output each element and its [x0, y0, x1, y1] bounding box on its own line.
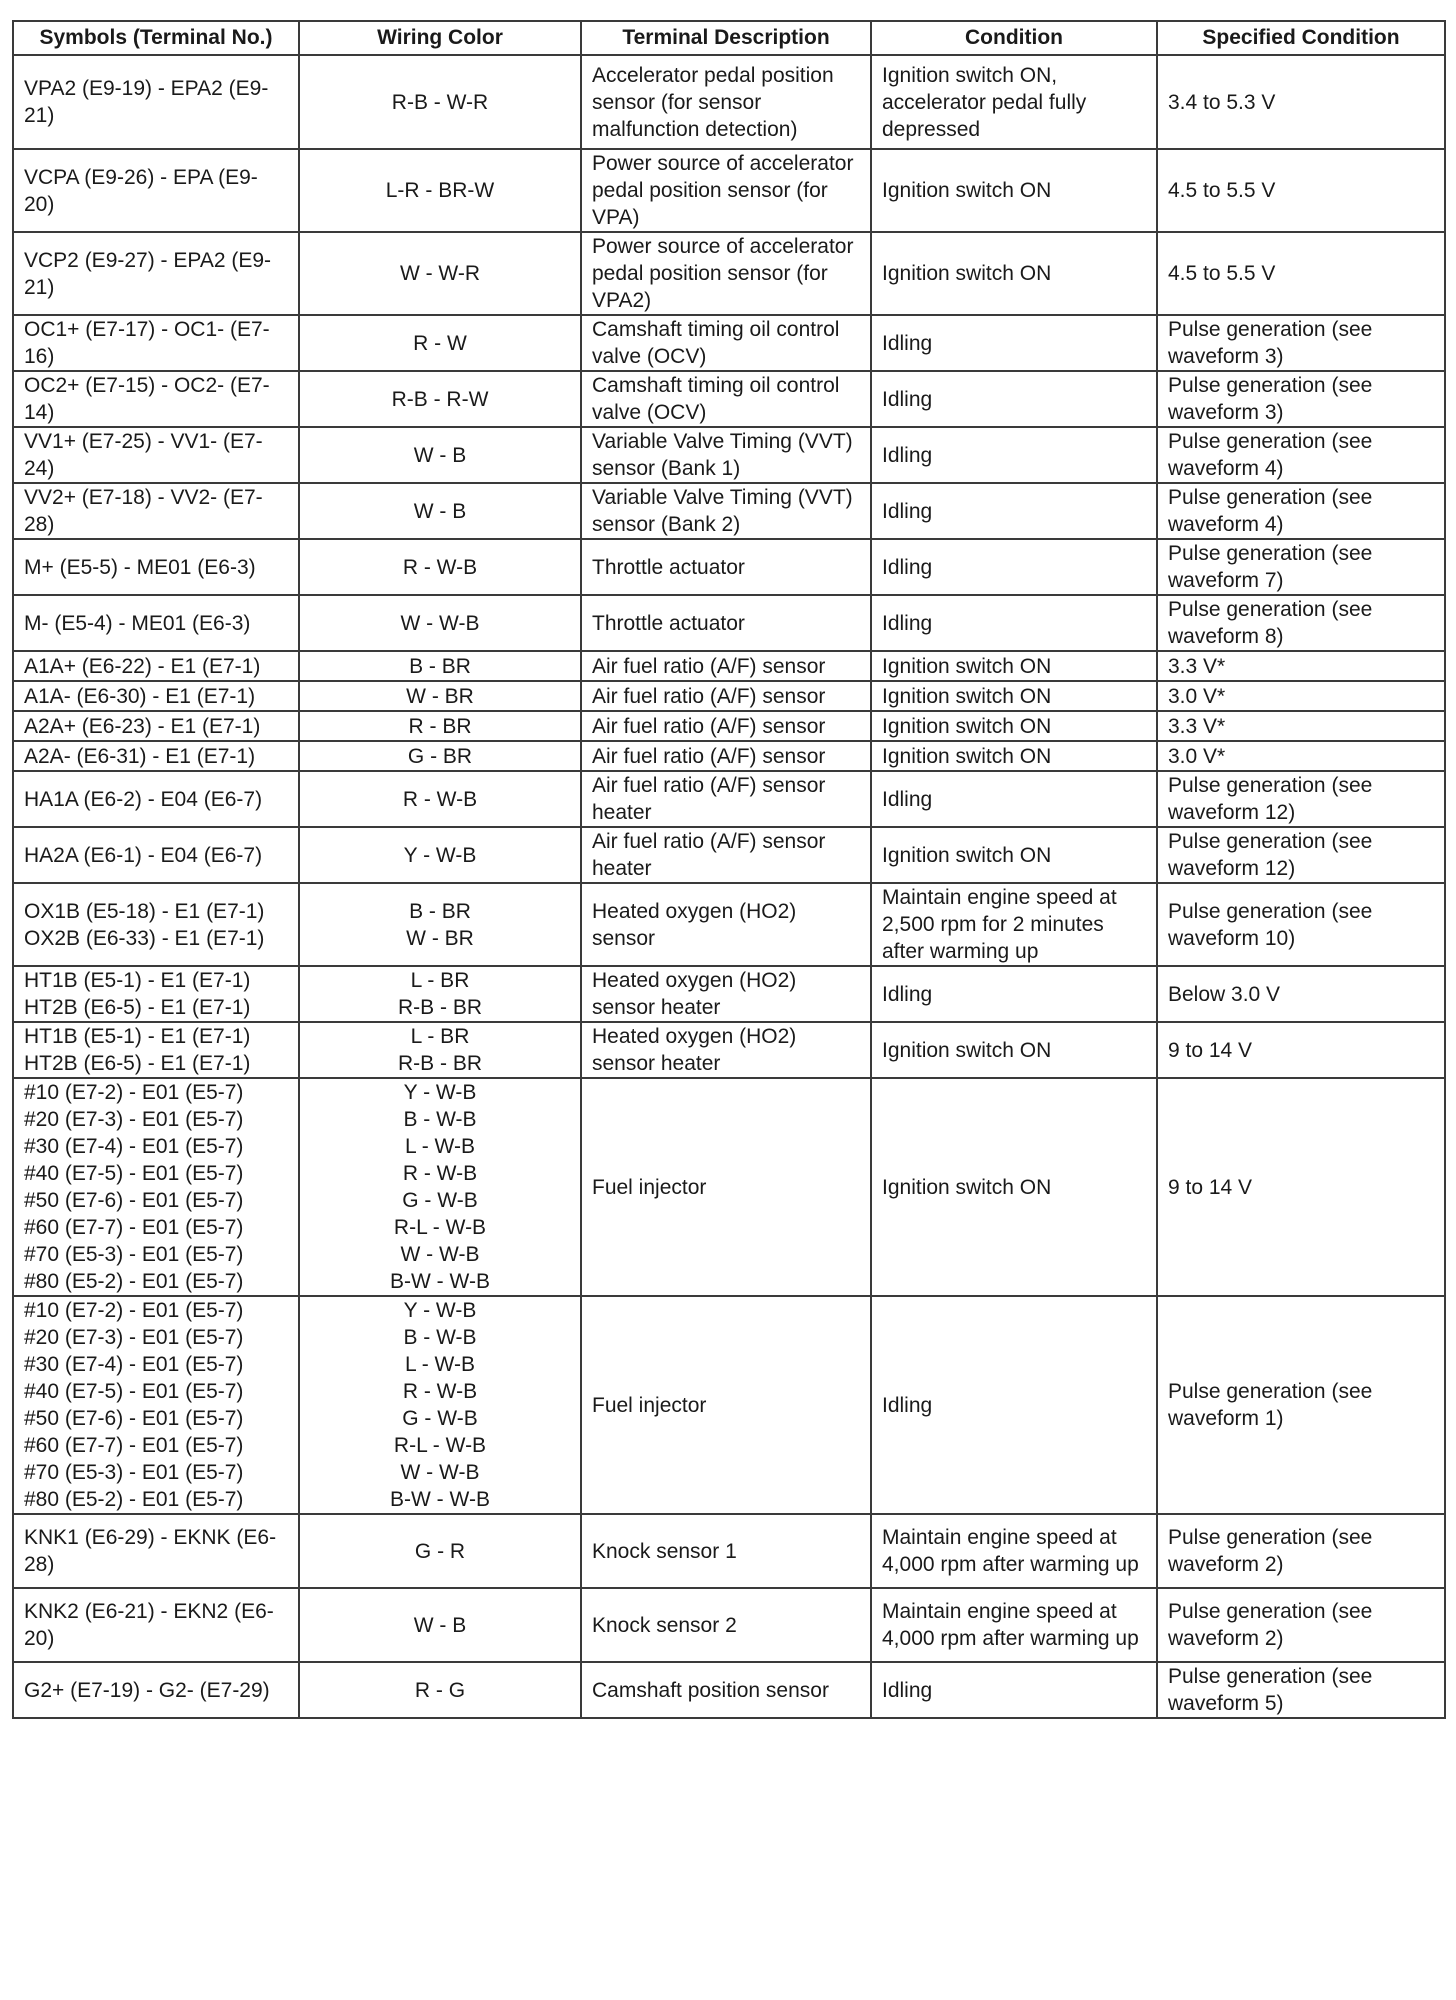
specified-condition-cell	[1157, 771, 1445, 827]
wiring-color-cell	[299, 1588, 581, 1662]
description-text: Air fuel ratio (A/F) sensor heater	[592, 830, 826, 880]
wiring-color-text: B-W - W-B	[390, 1488, 490, 1511]
symbol-text: #10 (E7-2) - E01 (E5-7)	[24, 1081, 244, 1104]
condition-cell	[871, 55, 1157, 149]
symbol-text: VCP2 (E9-27) - EPA2 (E9-21)	[24, 248, 272, 299]
specified-condition-cell	[1157, 315, 1445, 371]
condition-cell	[871, 539, 1157, 595]
header-row	[13, 21, 1445, 55]
symbol-cell	[13, 966, 299, 1022]
wiring-color-cell	[299, 1296, 581, 1514]
specified-condition-text: Pulse generation (see waveform 8)	[1168, 598, 1373, 648]
condition-cell	[871, 827, 1157, 883]
symbol-cell	[13, 1588, 299, 1662]
table-row	[13, 55, 1445, 149]
table-row	[13, 427, 1445, 483]
specified-condition-cell	[1157, 149, 1445, 232]
description-cell	[581, 651, 871, 681]
symbol-cell	[13, 681, 299, 711]
condition-text: Idling	[882, 787, 933, 811]
description-text: Camshaft position sensor	[592, 1678, 829, 1702]
specified-condition-text: Pulse generation (see waveform 7)	[1168, 542, 1373, 592]
specified-condition-cell	[1157, 711, 1445, 741]
wiring-color-cell	[299, 966, 581, 1022]
condition-text: Idling	[882, 1678, 933, 1702]
specified-condition-text: 4.5 to 5.5 V	[1168, 262, 1276, 285]
symbol-text: HT1B (E5-1) - E1 (E7-1)	[24, 969, 251, 992]
specified-condition-cell	[1157, 1296, 1445, 1514]
description-text: Power source of accelerator pedal position sensor (for VPA)	[592, 152, 854, 229]
symbol-text: OX1B (E5-18) - E1 (E7-1)	[24, 899, 265, 923]
wiring-color-cell	[299, 651, 581, 681]
description-cell	[581, 1022, 871, 1078]
symbol-cell	[13, 771, 299, 827]
condition-text: Ignition switch ON	[882, 262, 1052, 285]
condition-text: Ignition switch ON	[882, 179, 1052, 202]
wiring-color-text: G - R	[414, 1539, 466, 1563]
table-row	[13, 1588, 1445, 1662]
specified-condition-text: 3.0 V*	[1168, 684, 1226, 708]
specified-condition-cell	[1157, 55, 1445, 149]
specified-condition-cell	[1157, 1078, 1445, 1296]
wiring-color-text: B - W-B	[403, 1108, 477, 1131]
symbol-cell	[13, 371, 299, 427]
wiring-color-cell	[299, 741, 581, 771]
symbol-text: VV1+ (E7-25) - VV1- (E7-24)	[24, 430, 263, 480]
wiring-color-cell	[299, 1078, 581, 1296]
specified-condition-text: 3.0 V*	[1168, 744, 1226, 768]
condition-cell	[871, 681, 1157, 711]
symbol-text: KNK1 (E6-29) - EKNK (E6-28)	[24, 1526, 277, 1576]
wiring-color-text: W - W-B	[400, 1461, 480, 1484]
symbol-cell	[13, 1296, 299, 1514]
wiring-color-text: R-B - BR	[398, 1052, 482, 1075]
wiring-color-text: G - W-B	[402, 1407, 478, 1430]
symbol-cell	[13, 55, 299, 149]
specified-condition-text: Pulse generation (see waveform 3)	[1168, 374, 1373, 424]
table-row	[13, 681, 1445, 711]
header-wiring-color: Wiring Color	[299, 21, 581, 55]
wiring-color-text: W - BR	[406, 684, 474, 708]
symbol-cell	[13, 1078, 299, 1296]
table-row	[13, 232, 1445, 315]
specified-condition-cell	[1157, 1588, 1445, 1662]
description-cell	[581, 55, 871, 149]
condition-text: Idling	[882, 1393, 933, 1417]
condition-cell	[871, 1078, 1157, 1296]
description-cell	[581, 771, 871, 827]
terminal-spec-table	[12, 20, 1446, 1719]
condition-text: Maintain engine speed at 2,500 rpm for 2 minutes after warming up	[882, 886, 1117, 963]
table-row	[13, 539, 1445, 595]
description-text: Air fuel ratio (A/F) sensor	[592, 714, 826, 738]
symbol-text: OC2+ (E7-15) - OC2- (E7-14)	[24, 374, 270, 424]
condition-text: Idling	[882, 982, 933, 1006]
table-row	[13, 595, 1445, 651]
specified-condition-text: Pulse generation (see waveform 2)	[1168, 1600, 1373, 1650]
header-terminal-description: Terminal Description	[581, 21, 871, 55]
description-text: Air fuel ratio (A/F) sensor	[592, 744, 826, 768]
wiring-color-text: L - BR	[410, 969, 470, 992]
wiring-color-text: R - G	[414, 1678, 466, 1702]
condition-text: Ignition switch ON	[882, 1175, 1052, 1199]
condition-cell	[871, 741, 1157, 771]
wiring-color-text: W - B	[413, 499, 467, 523]
symbol-text: #60 (E7-7) - E01 (E5-7)	[24, 1434, 244, 1457]
specified-condition-text: 9 to 14 V	[1168, 1175, 1253, 1199]
wiring-color-text: R - BR	[408, 714, 472, 738]
symbol-text: A1A- (E6-30) - E1 (E7-1)	[24, 684, 256, 708]
wiring-color-text: R - W-B	[402, 787, 478, 811]
condition-text: Idling	[882, 387, 933, 411]
description-text: Heated oxygen (HO2) sensor heater	[592, 1025, 797, 1075]
table-row	[13, 1296, 1445, 1514]
symbol-cell	[13, 827, 299, 883]
table-row	[13, 711, 1445, 741]
symbol-text: #40 (E7-5) - E01 (E5-7)	[24, 1162, 244, 1185]
wiring-color-text: L - BR	[410, 1025, 470, 1048]
symbol-text: #40 (E7-5) - E01 (E5-7)	[24, 1380, 244, 1403]
table-row	[13, 741, 1445, 771]
condition-cell	[871, 1588, 1157, 1662]
specified-condition-text: 9 to 14 V	[1168, 1038, 1253, 1062]
wiring-color-cell	[299, 681, 581, 711]
condition-text: Idling	[882, 499, 933, 523]
description-cell	[581, 1588, 871, 1662]
description-text: Fuel injector	[592, 1393, 707, 1417]
wiring-color-text: R - W	[413, 331, 467, 355]
condition-cell	[871, 651, 1157, 681]
specified-condition-cell	[1157, 681, 1445, 711]
symbol-cell	[13, 483, 299, 539]
symbol-text: OC1+ (E7-17) - OC1- (E7-16)	[24, 318, 270, 368]
symbol-text: A2A+ (E6-23) - E1 (E7-1)	[24, 714, 261, 738]
condition-text: Ignition switch ON	[882, 1038, 1052, 1062]
description-text: Throttle actuator	[592, 611, 745, 635]
condition-text: Ignition switch ON	[882, 843, 1052, 867]
wiring-color-text: L-R - BR-W	[385, 179, 495, 202]
symbol-text: OX2B (E6-33) - E1 (E7-1)	[24, 926, 265, 950]
description-text: Variable Valve Timing (VVT) sensor (Bank 1)	[592, 430, 853, 480]
wiring-color-text: R-B - W-R	[391, 90, 489, 114]
specified-condition-text: 4.5 to 5.5 V	[1168, 179, 1276, 202]
terminal-spec-sheet	[12, 20, 1444, 1719]
wiring-color-cell	[299, 1514, 581, 1588]
description-cell	[581, 232, 871, 315]
description-text: Heated oxygen (HO2) sensor heater	[592, 969, 797, 1019]
description-cell	[581, 966, 871, 1022]
condition-text: Idling	[882, 443, 933, 467]
description-cell	[581, 427, 871, 483]
symbol-text: #30 (E7-4) - E01 (E5-7)	[24, 1353, 244, 1376]
condition-cell	[871, 771, 1157, 827]
description-text: Knock sensor 1	[592, 1539, 737, 1563]
symbol-cell	[13, 1514, 299, 1588]
symbol-text: #10 (E7-2) - E01 (E5-7)	[24, 1299, 244, 1322]
condition-text: Ignition switch ON	[882, 744, 1052, 768]
symbol-cell	[13, 427, 299, 483]
wiring-color-cell	[299, 1022, 581, 1078]
table-row	[13, 315, 1445, 371]
symbol-text: #50 (E7-6) - E01 (E5-7)	[24, 1407, 244, 1430]
specified-condition-cell	[1157, 595, 1445, 651]
description-text: Air fuel ratio (A/F) sensor	[592, 684, 826, 708]
specified-condition-text: Pulse generation (see waveform 12)	[1168, 830, 1373, 880]
wiring-color-cell	[299, 595, 581, 651]
wiring-color-cell	[299, 539, 581, 595]
specified-condition-cell	[1157, 232, 1445, 315]
wiring-color-cell	[299, 771, 581, 827]
table-row	[13, 371, 1445, 427]
wiring-color-cell	[299, 483, 581, 539]
condition-cell	[871, 315, 1157, 371]
wiring-color-cell	[299, 883, 581, 966]
symbol-text: #70 (E5-3) - E01 (E5-7)	[24, 1243, 244, 1266]
wiring-color-text: W - BR	[406, 926, 474, 950]
symbol-text: #30 (E7-4) - E01 (E5-7)	[24, 1135, 244, 1158]
wiring-color-text: L - W-B	[404, 1353, 475, 1376]
description-cell	[581, 1514, 871, 1588]
wiring-color-text: Y - W-B	[403, 843, 477, 867]
condition-text: Maintain engine speed at 4,000 rpm after warming up	[882, 1600, 1139, 1650]
specified-condition-text: Below 3.0 V	[1168, 982, 1281, 1006]
specified-condition-cell	[1157, 741, 1445, 771]
condition-text: Ignition switch ON	[882, 684, 1052, 708]
description-cell	[581, 711, 871, 741]
specified-condition-text: Pulse generation (see waveform 10)	[1168, 899, 1373, 950]
specified-condition-text: Pulse generation (see waveform 3)	[1168, 318, 1373, 368]
wiring-color-text: R-L - W-B	[393, 1216, 487, 1239]
wiring-color-text: G - BR	[407, 744, 473, 768]
symbol-cell	[13, 149, 299, 232]
specified-condition-cell	[1157, 371, 1445, 427]
specified-condition-cell	[1157, 539, 1445, 595]
wiring-color-cell	[299, 315, 581, 371]
symbol-text: #60 (E7-7) - E01 (E5-7)	[24, 1216, 244, 1239]
condition-text: Idling	[882, 555, 933, 579]
wiring-color-cell	[299, 55, 581, 149]
wiring-color-cell	[299, 232, 581, 315]
symbol-text: #50 (E7-6) - E01 (E5-7)	[24, 1189, 244, 1212]
wiring-color-text: G - W-B	[402, 1189, 478, 1212]
wiring-color-cell	[299, 371, 581, 427]
table-row	[13, 771, 1445, 827]
table-row	[13, 966, 1445, 1022]
symbol-text: HT1B (E5-1) - E1 (E7-1)	[24, 1025, 251, 1048]
symbol-cell	[13, 1662, 299, 1718]
description-cell	[581, 483, 871, 539]
description-text: Heated oxygen (HO2) sensor	[592, 899, 797, 950]
specified-condition-cell	[1157, 966, 1445, 1022]
wiring-color-text: B - BR	[409, 899, 471, 923]
description-text: Variable Valve Timing (VVT) sensor (Bank 2)	[592, 486, 853, 536]
description-text: Power source of accelerator pedal position sensor (for VPA2)	[592, 235, 854, 312]
description-text: Throttle actuator	[592, 555, 745, 579]
table-row	[13, 483, 1445, 539]
condition-cell	[871, 711, 1157, 741]
symbol-cell	[13, 741, 299, 771]
specified-condition-text: 3.4 to 5.3 V	[1168, 90, 1276, 114]
wiring-color-cell	[299, 427, 581, 483]
description-text: Camshaft timing oil control valve (OCV)	[592, 374, 840, 424]
condition-cell	[871, 1662, 1157, 1718]
specified-condition-cell	[1157, 427, 1445, 483]
header-specified-condition: Specified Condition	[1157, 21, 1445, 55]
table-row	[13, 1078, 1445, 1296]
condition-cell	[871, 883, 1157, 966]
wiring-color-text: R - W-B	[402, 1380, 478, 1403]
wiring-color-text: B-W - W-B	[390, 1270, 490, 1293]
specified-condition-cell	[1157, 483, 1445, 539]
symbol-text: HA2A (E6-1) - E04 (E6-7)	[24, 843, 263, 867]
specified-condition-cell	[1157, 827, 1445, 883]
symbol-cell	[13, 883, 299, 966]
wiring-color-text: L - W-B	[404, 1135, 475, 1158]
description-text: Knock sensor 2	[592, 1613, 737, 1637]
wiring-color-cell	[299, 711, 581, 741]
symbol-text: VCPA (E9-26) - EPA (E9-20)	[24, 165, 258, 216]
specified-condition-cell	[1157, 651, 1445, 681]
symbol-text: #20 (E7-3) - E01 (E5-7)	[24, 1108, 244, 1131]
specified-condition-cell	[1157, 1514, 1445, 1588]
symbol-text: HT2B (E6-5) - E1 (E7-1)	[24, 996, 251, 1019]
specified-condition-text: Pulse generation (see waveform 2)	[1168, 1526, 1373, 1576]
specified-condition-cell	[1157, 1022, 1445, 1078]
description-text: Accelerator pedal position sensor (for sensor malfunction detection)	[592, 63, 834, 141]
specified-condition-text: 3.3 V*	[1168, 654, 1226, 678]
condition-cell	[871, 1022, 1157, 1078]
symbol-text: A1A+ (E6-22) - E1 (E7-1)	[24, 654, 261, 678]
wiring-color-cell	[299, 149, 581, 232]
condition-text: Ignition switch ON, accelerator pedal fully depressed	[882, 63, 1087, 141]
symbol-text: M+ (E5-5) - ME01 (E6-3)	[24, 555, 256, 579]
symbol-cell	[13, 539, 299, 595]
specified-condition-text: Pulse generation (see waveform 12)	[1168, 774, 1373, 824]
symbol-text: M- (E5-4) - ME01 (E6-3)	[24, 611, 251, 635]
description-cell	[581, 741, 871, 771]
symbol-text: HT2B (E6-5) - E1 (E7-1)	[24, 1052, 251, 1075]
specified-condition-cell	[1157, 1662, 1445, 1718]
symbol-text: KNK2 (E6-21) - EKN2 (E6-20)	[24, 1600, 274, 1650]
specified-condition-text: 3.3 V*	[1168, 714, 1226, 738]
wiring-color-text: W - B	[413, 1613, 467, 1637]
specified-condition-text: Pulse generation (see waveform 4)	[1168, 486, 1373, 536]
condition-cell	[871, 483, 1157, 539]
wiring-color-text: Y - W-B	[403, 1299, 477, 1322]
wiring-color-text: Y - W-B	[403, 1081, 477, 1104]
symbol-cell	[13, 711, 299, 741]
wiring-color-text: W - W-B	[400, 1243, 480, 1266]
condition-text: Ignition switch ON	[882, 654, 1052, 678]
description-cell	[581, 1078, 871, 1296]
condition-cell	[871, 427, 1157, 483]
wiring-color-cell	[299, 827, 581, 883]
wiring-color-text: W - W-B	[400, 611, 480, 635]
wiring-color-text: B - BR	[409, 654, 471, 678]
table-row	[13, 827, 1445, 883]
symbol-text: #80 (E5-2) - E01 (E5-7)	[24, 1270, 244, 1293]
table-row	[13, 149, 1445, 232]
condition-text: Idling	[882, 611, 933, 635]
table-row	[13, 1022, 1445, 1078]
symbol-cell	[13, 595, 299, 651]
wiring-color-text: W - B	[413, 443, 467, 467]
description-cell	[581, 1296, 871, 1514]
symbol-cell	[13, 651, 299, 681]
wiring-color-text: W - W-R	[399, 262, 481, 285]
symbol-text: HA1A (E6-2) - E04 (E6-7)	[24, 787, 263, 811]
description-cell	[581, 595, 871, 651]
description-cell	[581, 149, 871, 232]
description-cell	[581, 1662, 871, 1718]
condition-text: Idling	[882, 331, 933, 355]
wiring-color-text: R-B - BR	[398, 996, 482, 1019]
condition-cell	[871, 595, 1157, 651]
wiring-color-text: R-B - R-W	[391, 387, 489, 411]
wiring-color-cell	[299, 1662, 581, 1718]
specified-condition-cell	[1157, 883, 1445, 966]
description-text: Camshaft timing oil control valve (OCV)	[592, 318, 840, 368]
condition-cell	[871, 371, 1157, 427]
table-body	[13, 55, 1445, 1718]
condition-cell	[871, 1296, 1157, 1514]
symbol-text: #20 (E7-3) - E01 (E5-7)	[24, 1326, 244, 1349]
description-cell	[581, 681, 871, 711]
symbol-cell	[13, 1022, 299, 1078]
symbol-text: #70 (E5-3) - E01 (E5-7)	[24, 1461, 244, 1484]
condition-text: Ignition switch ON	[882, 714, 1052, 738]
description-cell	[581, 827, 871, 883]
table-row	[13, 883, 1445, 966]
symbol-text: G2+ (E7-19) - G2- (E7-29)	[24, 1678, 270, 1702]
wiring-color-text: R - W-B	[402, 555, 478, 579]
description-cell	[581, 315, 871, 371]
symbol-cell	[13, 315, 299, 371]
condition-cell	[871, 232, 1157, 315]
symbol-text: VPA2 (E9-19) - EPA2 (E9-21)	[24, 77, 269, 127]
wiring-color-text: B - W-B	[403, 1326, 477, 1349]
condition-cell	[871, 1514, 1157, 1588]
table-row	[13, 1662, 1445, 1718]
wiring-color-text: R-L - W-B	[393, 1434, 487, 1457]
header-symbols: Symbols (Terminal No.)	[13, 21, 299, 55]
table-row	[13, 651, 1445, 681]
description-text: Fuel injector	[592, 1175, 707, 1199]
symbol-text: VV2+ (E7-18) - VV2- (E7-28)	[24, 486, 263, 536]
description-cell	[581, 371, 871, 427]
specified-condition-text: Pulse generation (see waveform 4)	[1168, 430, 1373, 480]
header-condition: Condition	[871, 21, 1157, 55]
specified-condition-text: Pulse generation (see waveform 5)	[1168, 1665, 1373, 1715]
condition-cell	[871, 966, 1157, 1022]
table-row	[13, 1514, 1445, 1588]
condition-text: Maintain engine speed at 4,000 rpm after warming up	[882, 1526, 1139, 1576]
symbol-text: A2A- (E6-31) - E1 (E7-1)	[24, 744, 256, 768]
description-text: Air fuel ratio (A/F) sensor heater	[592, 774, 826, 824]
description-cell	[581, 883, 871, 966]
specified-condition-text: Pulse generation (see waveform 1)	[1168, 1380, 1373, 1430]
description-text: Air fuel ratio (A/F) sensor	[592, 654, 826, 678]
symbol-text: #80 (E5-2) - E01 (E5-7)	[24, 1488, 244, 1511]
condition-cell	[871, 149, 1157, 232]
description-cell	[581, 539, 871, 595]
symbol-cell	[13, 232, 299, 315]
wiring-color-text: R - W-B	[402, 1162, 478, 1185]
